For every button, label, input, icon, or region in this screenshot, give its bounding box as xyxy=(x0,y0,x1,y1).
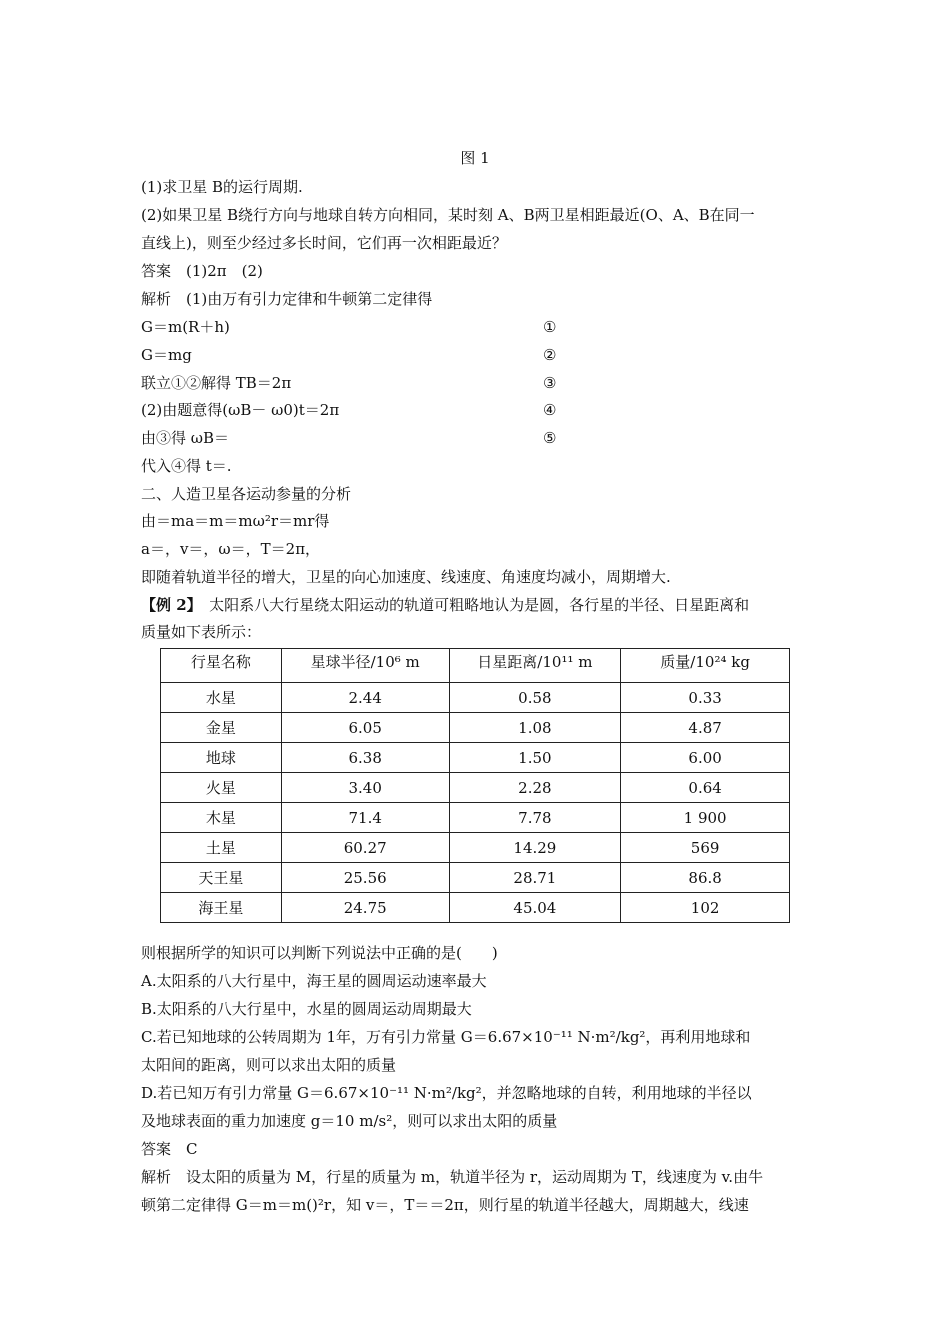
table-cell: 6.05 xyxy=(281,713,449,743)
example-2-tag: 【例 2】 xyxy=(141,596,195,614)
header-planet-name: 行星名称 xyxy=(161,649,282,683)
table-cell: 7.78 xyxy=(449,803,621,833)
table-cell: 569 xyxy=(621,833,790,863)
section-2-title: 二、人造卫星各运动参量的分析 xyxy=(141,485,352,503)
equation-1-number: ① xyxy=(543,318,557,336)
example-2-line-1 xyxy=(141,595,749,615)
table-cell: 4.87 xyxy=(621,713,790,743)
question-2-line-2: 直线上)，则至少经过多长时间，它们再一次相距最近？ xyxy=(141,234,507,252)
table-cell: 71.4 xyxy=(281,803,449,833)
equation-6: 代入④得 t＝. xyxy=(141,457,232,475)
equation-1: G＝m(R＋h) xyxy=(141,318,230,336)
equation-5-number: ⑤ xyxy=(543,429,557,447)
table-cell: 海王星 xyxy=(161,893,282,923)
table-row xyxy=(161,803,790,833)
table-cell: 45.04 xyxy=(449,893,621,923)
table-cell: 86.8 xyxy=(621,863,790,893)
option-d-line-2: 及地球表面的重力加速度 g＝10 m/s²，则可以求出太阳的质量 xyxy=(141,1112,558,1130)
equation-4: (2)由题意得(ωB－ ω0)t＝2π xyxy=(141,401,340,419)
table-row xyxy=(161,773,790,803)
table-cell: 金星 xyxy=(161,713,282,743)
table-cell: 地球 xyxy=(161,743,282,773)
answer-2: 答案 C xyxy=(141,1140,198,1158)
table-cell: 6.38 xyxy=(281,743,449,773)
table-cell: 60.27 xyxy=(281,833,449,863)
table-row xyxy=(161,833,790,863)
table-cell: 3.40 xyxy=(281,773,449,803)
analysis-1: 解析 (1)由万有引力定律和牛顿第二定律得 xyxy=(141,290,433,308)
table-cell: 24.75 xyxy=(281,893,449,923)
section-2-line-1: 由＝ma＝m＝mω²r＝mr得 xyxy=(141,512,330,530)
equation-3-number: ③ xyxy=(543,374,557,392)
analysis-2-line-1: 解析 设太阳的质量为 M，行星的质量为 m，轨道半径为 r，运动周期为 T，线速度为 v.由牛 xyxy=(141,1168,764,1186)
table-cell: 2.28 xyxy=(449,773,621,803)
table-cell: 土星 xyxy=(161,833,282,863)
question-stem: 则根据所学的知识可以判断下列说法中正确的是( ) xyxy=(141,944,498,962)
table-cell: 1.08 xyxy=(449,713,621,743)
table-cell: 天王星 xyxy=(161,863,282,893)
equation-2: G＝mg xyxy=(141,346,192,364)
section-2-line-2: a＝，v＝，ω＝，T＝2π， xyxy=(141,540,321,558)
figure-caption: 图 1 xyxy=(460,149,490,167)
equation-2-number: ② xyxy=(543,346,557,364)
equation-3: 联立①②解得 TB＝2π xyxy=(141,374,292,392)
table-cell: 木星 xyxy=(161,803,282,833)
table-row xyxy=(161,743,790,773)
example-2-text: 太阳系八大行星绕太阳运动的轨道可粗略地认为是圆，各行星的半径、日星距离和 xyxy=(194,596,750,614)
option-c-line-2: 太阳间的距离，则可以求出太阳的质量 xyxy=(141,1056,397,1074)
header-mass: 质量/10²⁴ kg xyxy=(621,649,790,683)
table-cell: 水星 xyxy=(161,683,282,713)
option-b: B.太阳系的八大行星中，水星的圆周运动周期最大 xyxy=(141,1000,472,1018)
planet-table xyxy=(160,648,790,923)
table-cell: 1.50 xyxy=(449,743,621,773)
example-2-line-2: 质量如下表所示： xyxy=(141,623,262,641)
table-cell: 6.00 xyxy=(621,743,790,773)
table-cell: 14.29 xyxy=(449,833,621,863)
equation-4-number: ④ xyxy=(543,401,557,419)
table-row xyxy=(161,863,790,893)
answer-1: 答案 (1)2π (2) xyxy=(141,262,263,280)
table-cell: 0.33 xyxy=(621,683,790,713)
section-2-line-3: 即随着轨道半径的增大，卫星的向心加速度、线速度、角速度均减小，周期增大. xyxy=(141,568,671,586)
header-radius: 星球半径/10⁶ m xyxy=(281,649,449,683)
table-cell: 102 xyxy=(621,893,790,923)
question-1: (1)求卫星 B的运行周期. xyxy=(141,178,303,196)
analysis-2-line-2: 顿第二定律得 G＝m＝m()²r，知 v＝，T＝＝2π，则行星的轨道半径越大，周期越大，线速 xyxy=(141,1196,749,1214)
equation-5: 由③得 ωB＝ xyxy=(141,429,230,447)
table-row xyxy=(161,713,790,743)
table-cell: 火星 xyxy=(161,773,282,803)
option-c-line-1: C.若已知地球的公转周期为 1年，万有引力常量 G＝6.67×10⁻¹¹ N·m²/kg²，再利用地球和 xyxy=(141,1028,751,1046)
table-cell: 25.56 xyxy=(281,863,449,893)
table-header-row xyxy=(161,649,790,683)
option-d-line-1: D.若已知万有引力常量 G＝6.67×10⁻¹¹ N·m²/kg²，并忽略地球的自转，利用地球的半径以 xyxy=(141,1084,752,1102)
table-cell: 28.71 xyxy=(449,863,621,893)
header-distance: 日星距离/10¹¹ m xyxy=(449,649,621,683)
option-a: A.太阳系的八大行星中，海王星的圆周运动速率最大 xyxy=(141,972,487,990)
question-2-line-1: (2)如果卫星 B绕行方向与地球自转方向相同，某时刻 A、B两卫星相距最近(O、A、B在同一 xyxy=(141,206,755,224)
table-row xyxy=(161,683,790,713)
table-cell: 0.58 xyxy=(449,683,621,713)
table-row xyxy=(161,893,790,923)
table-cell: 2.44 xyxy=(281,683,449,713)
table-cell: 0.64 xyxy=(621,773,790,803)
table-cell: 1 900 xyxy=(621,803,790,833)
